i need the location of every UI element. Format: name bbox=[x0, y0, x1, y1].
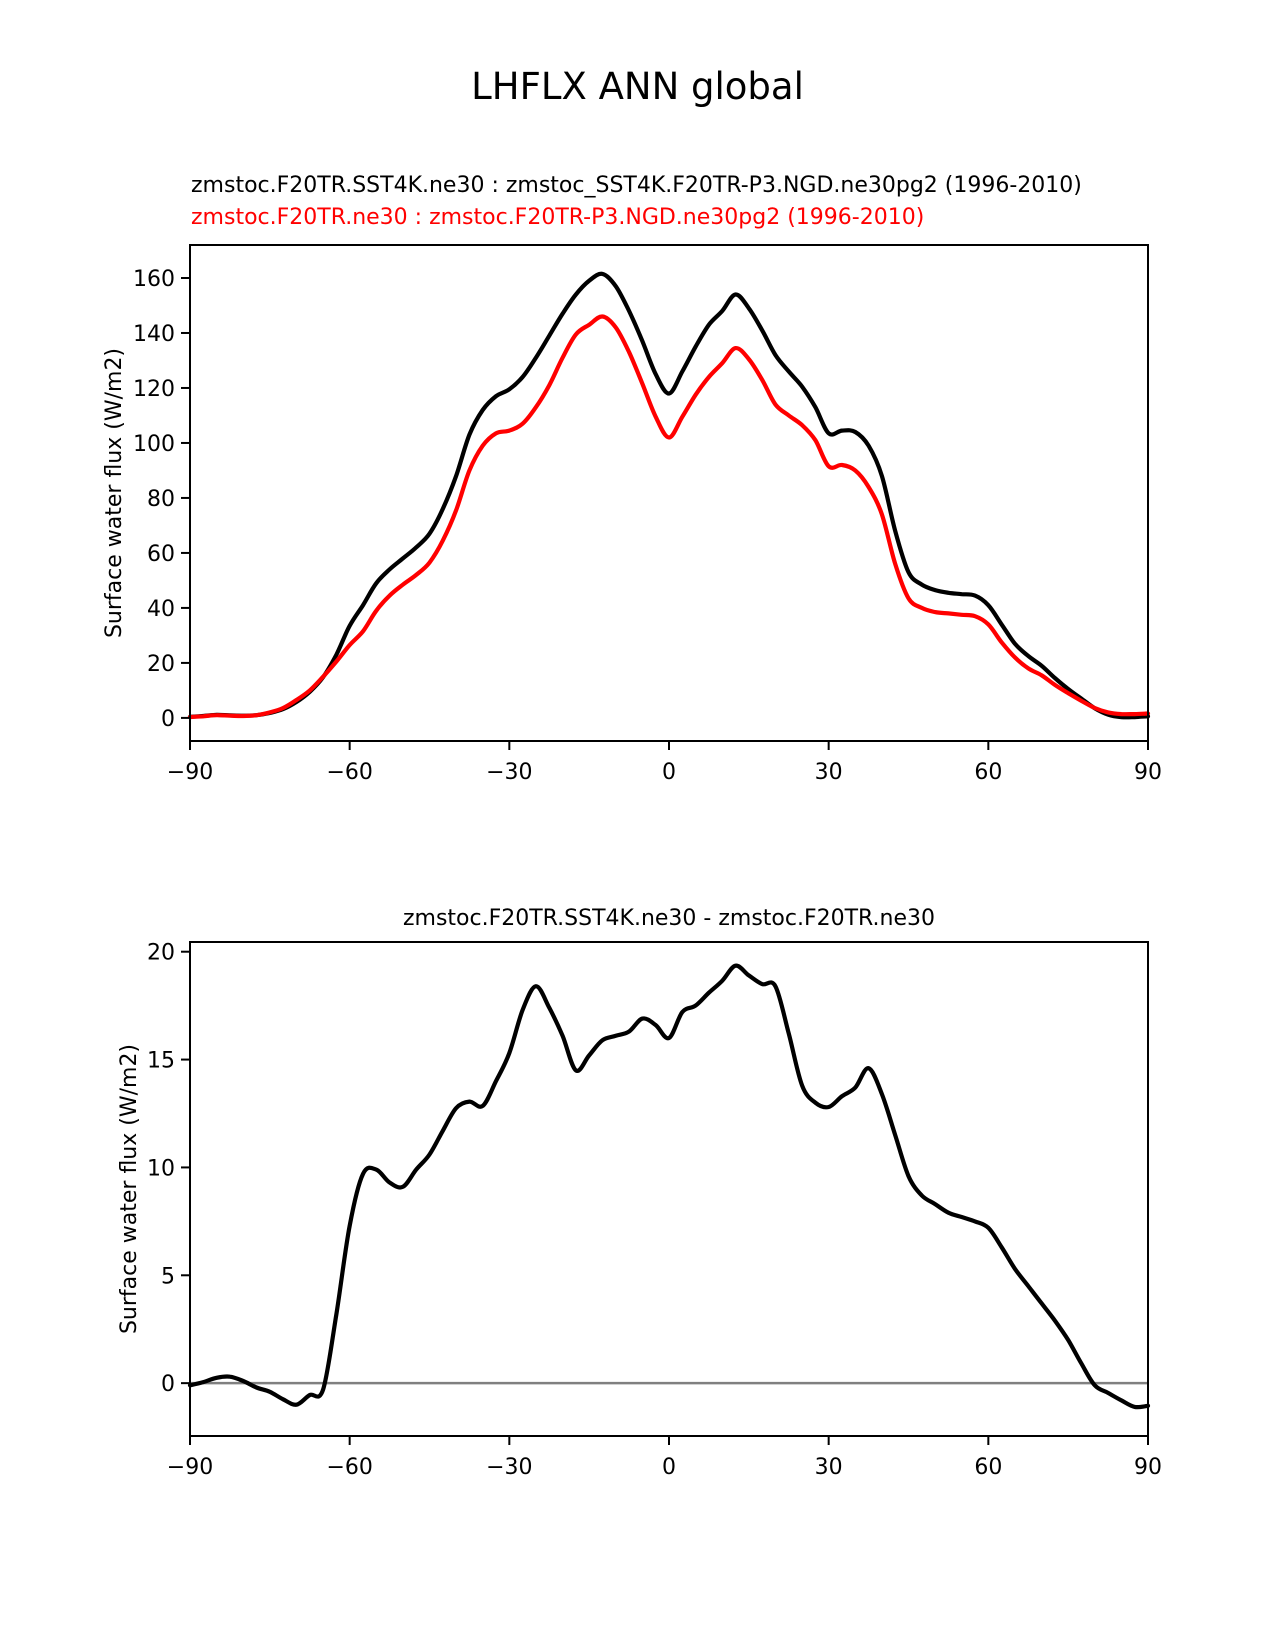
y-tick-label: 160 bbox=[133, 266, 175, 292]
x-tick-label: 90 bbox=[1134, 760, 1162, 785]
y-tick-label: 0 bbox=[161, 1372, 175, 1398]
plot2-ylabel: Surface water flux (W/m2) bbox=[117, 1043, 142, 1335]
x-tick-label: 30 bbox=[814, 1455, 843, 1480]
plot1 bbox=[133, 245, 1162, 785]
x-tick-label: −30 bbox=[486, 760, 533, 785]
x-tick-label: −60 bbox=[326, 760, 373, 785]
y-tick-label: 20 bbox=[147, 940, 175, 966]
figure-title: LHFLX ANN global bbox=[471, 65, 804, 108]
plot1-title-series-sst4k: zmstoc.F20TR.SST4K.ne30 : zmstoc_SST4K.F20TR-P3.NGD.ne30pg2 (1996-2010) bbox=[191, 173, 1082, 198]
x-tick-label: 60 bbox=[974, 760, 1003, 785]
plot1-ylabel: Surface water flux (W/m2) bbox=[102, 347, 127, 639]
y-tick-label: 40 bbox=[147, 596, 175, 622]
plot1-title-series-control: zmstoc.F20TR.ne30 : zmstoc.F20TR-P3.NGD.ne30pg2 (1996-2010) bbox=[191, 205, 925, 230]
x-tick-label: −90 bbox=[166, 760, 214, 785]
x-tick-label: 60 bbox=[974, 1455, 1003, 1480]
y-tick-label: 10 bbox=[147, 1156, 175, 1182]
x-tick-label: 0 bbox=[662, 1455, 676, 1480]
x-tick-label: −60 bbox=[326, 1455, 373, 1480]
y-tick-label: 140 bbox=[133, 321, 175, 347]
x-tick-label: −30 bbox=[486, 1455, 533, 1480]
x-tick-label: −90 bbox=[166, 1455, 214, 1480]
axes-frame bbox=[190, 942, 1148, 1436]
series-zmstoc-f20tr-sst4k-ne30 bbox=[190, 274, 1148, 718]
plot2-title: zmstoc.F20TR.SST4K.ne30 - zmstoc.F20TR.ne30 bbox=[402, 906, 936, 931]
y-tick-label: 20 bbox=[147, 651, 175, 677]
y-tick-label: 5 bbox=[161, 1264, 175, 1290]
y-tick-label: 100 bbox=[133, 431, 175, 457]
y-tick-label: 80 bbox=[147, 486, 175, 512]
x-tick-label: 30 bbox=[814, 760, 843, 785]
x-tick-label: 90 bbox=[1134, 1455, 1162, 1480]
x-tick-label: 0 bbox=[662, 760, 676, 785]
y-tick-label: 0 bbox=[161, 706, 175, 732]
y-tick-label: 15 bbox=[147, 1048, 175, 1074]
plot2 bbox=[147, 941, 1162, 1480]
y-tick-label: 60 bbox=[147, 541, 175, 567]
series-difference bbox=[190, 966, 1148, 1408]
y-tick-label: 120 bbox=[133, 376, 175, 402]
